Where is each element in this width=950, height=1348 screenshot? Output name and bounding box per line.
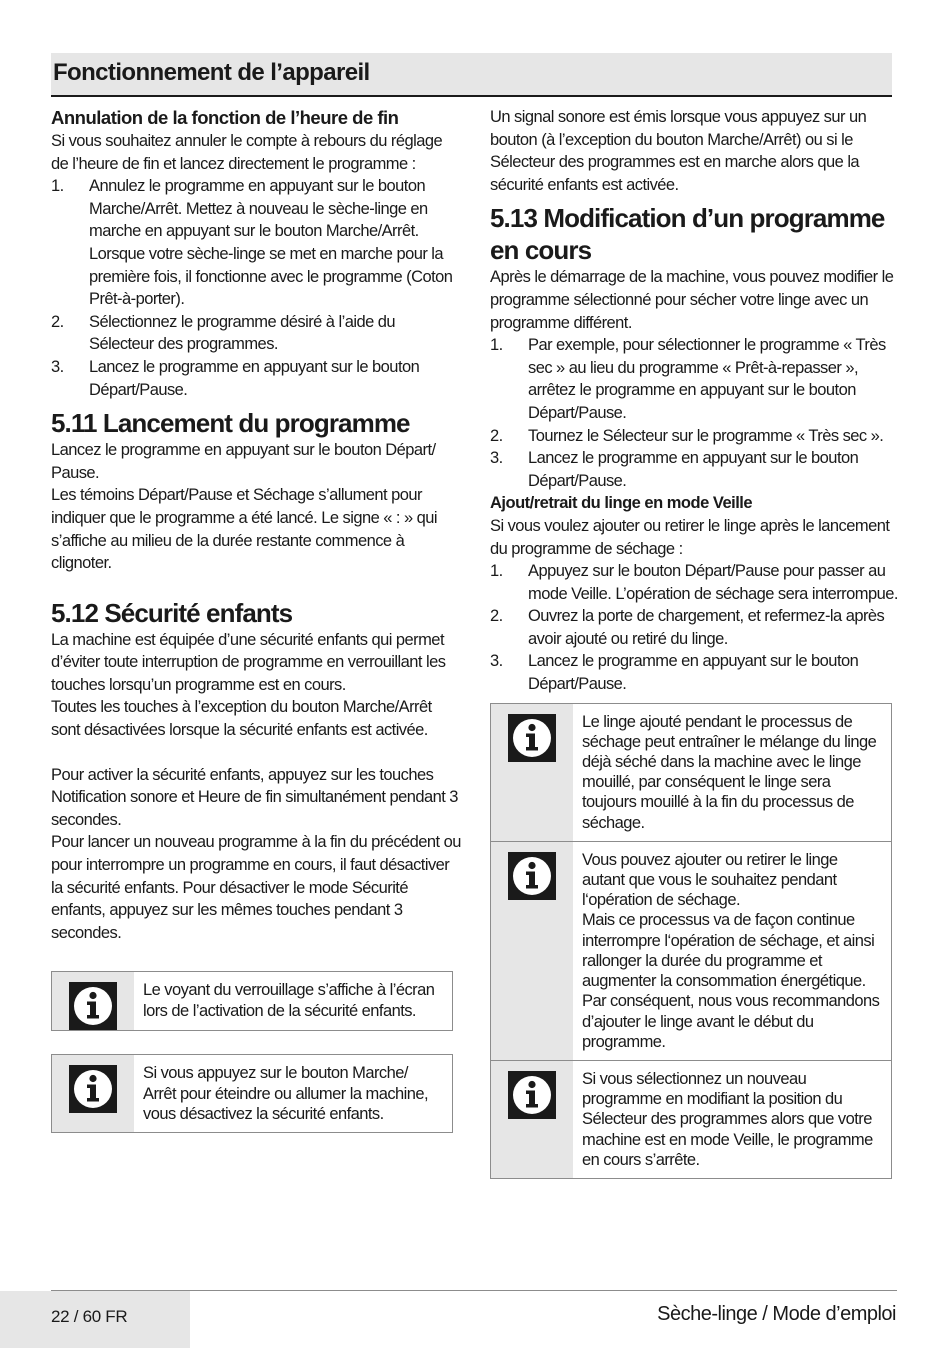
info-icon — [69, 1065, 117, 1113]
list-item — [490, 605, 900, 650]
step-text: Appuyez sur le bouton Départ/Pause pour passer au mode Veille. L’opération de séchage sera interrompue. — [528, 562, 898, 603]
section-512-paragraph: Pour activer la sécurité enfants, appuyez sur les touches Notification sonore et Heure de fin simultanément pendant 3 secondes. — [51, 765, 458, 829]
list-item — [51, 356, 463, 401]
section-511-paragraph: Les témoins Départ/Pause et Séchage s’allument pour indiquer que le programme a été lancé. Le signe « : » qui s’affiche au milieu de la durée restante commence à clignoter. — [51, 486, 438, 573]
step-number: 3. — [51, 357, 64, 376]
info-note-icon-cell — [491, 1061, 573, 1178]
info-note — [51, 1054, 453, 1133]
page-header — [51, 53, 892, 97]
step-text: Lancez le programme en appuyant sur le bouton Départ/Pause. — [528, 449, 859, 490]
info-note — [490, 703, 892, 842]
step-number: 2. — [490, 426, 503, 445]
step-text: Sélectionnez le programme désiré à l’aide du Sélecteur des programmes. — [89, 312, 395, 354]
info-icon — [508, 852, 556, 900]
info-note-text: Le voyant du verrouillage s’affiche à l’écran lors de l’activation de la sécurité enfants. — [143, 981, 435, 1020]
list-item — [490, 334, 900, 424]
section-512-heading: 5.12 Sécurité enfants — [51, 597, 293, 628]
section-513-heading: 5.13 Modification d’un programme en cours — [490, 203, 885, 266]
step-text: Tournez le Sélecteur sur le programme « Très sec ». — [528, 426, 884, 445]
document-title: Sèche-linge / Mode d’emploi — [657, 1303, 896, 1325]
info-note-icon-cell — [52, 1055, 134, 1132]
step-text: Lancez le programme en appuyant sur le bouton Départ/Pause. — [528, 652, 859, 694]
footer-divider — [51, 1290, 897, 1291]
list-item — [490, 447, 900, 492]
info-note-icon-cell — [491, 842, 573, 1060]
step-number: 3. — [490, 652, 503, 671]
info-note-icon-cell — [491, 704, 573, 841]
info-note — [51, 971, 453, 1031]
cancel-steps-list — [51, 175, 463, 401]
step-number: 3. — [490, 449, 503, 468]
info-note-text: Vous pouvez ajouter ou retirer le linge autant que vous le souhaitez pendant l‘opération de séchage. Mais ce processus va de façon continue interrompre l‘opération de séchage, et ainsi rallonger la durée du programme et augmenter la consommation énergétique. Par conséquent, nous vous recommandons d’ajouter le linge avant le début du programme. — [582, 850, 880, 1051]
section-512-paragraph: Toutes les touches à l’exception du bouton Marche/Arrêt sont désactivées lorsque la sécurité enfants est activée. — [51, 698, 432, 740]
info-note-icon-cell — [52, 972, 134, 1030]
info-note — [490, 842, 892, 1061]
section-512-paragraph: Pour lancer un nouveau programme à la fin du précédent ou pour interrompre un programme en cours, il faut désactiver la sécurité enfants. Pour désactiver le mode Sécurité enfants, appuyez sur les mêmes touches pendant 3 secondes. — [51, 833, 461, 942]
right-column — [490, 106, 900, 1179]
step-number: 2. — [490, 607, 503, 626]
list-item — [51, 175, 463, 311]
standby-steps-list — [490, 560, 900, 696]
left-column — [51, 106, 463, 1133]
standby-heading: Ajout/retrait du linge en mode Veille — [490, 494, 753, 513]
list-item — [490, 425, 900, 448]
page-number: 22 / 60 FR — [51, 1307, 128, 1326]
step-text: Ouvrez la porte de chargement, et refermez-la après avoir ajouté ou retiré du linge. — [528, 607, 885, 648]
info-note-text: Le linge ajouté pendant le processus de séchage peut entraîner le mélange du linge déjà séché dans la machine avec le linge mouillé, par conséquent le linge sera toujours mouillé à la fin du processus de séchage. — [582, 712, 877, 832]
step-number: 1. — [490, 562, 503, 581]
step-text: Par exemple, pour sélectionner le programme « Très sec » au lieu du programme « Prêt-à-repasser », arrêtez le programme en appuyant sur le bouton Départ/Pause. — [528, 336, 886, 422]
info-icon — [69, 982, 117, 1030]
list-item — [51, 311, 463, 356]
list-item — [490, 650, 900, 695]
info-note-stack — [490, 703, 892, 1179]
section-512-paragraph: La machine est équipée d’une sécurité enfants qui permet d’éviter toute interruption de programme en verrouillant les touches lorsqu’un programme est en cours. — [51, 630, 446, 694]
section-511-paragraph: Lancez le programme en appuyant sur le bouton Départ/ Pause. — [51, 441, 436, 482]
info-note-text: Si vous sélectionnez un nouveau programme en modifiant la position du Sélecteur des programmes alors que votre machine est en mode Veille, le programme en cours s’arrête. — [582, 1069, 873, 1169]
step-number: 2. — [51, 312, 64, 331]
info-icon — [508, 1071, 556, 1119]
step-text: Lancez le programme en appuyant sur le bouton Départ/Pause. — [89, 357, 420, 399]
child-lock-signal-paragraph: Un signal sonore est émis lorsque vous appuyez sur un bouton (à l’exception du bouton Marche/Arrêt) ou si le Sélecteur des programmes est en marche alors que la sécurité enfants est activée. — [490, 108, 867, 194]
list-item — [490, 560, 900, 605]
info-note — [490, 1061, 892, 1179]
change-program-steps-list — [490, 334, 900, 492]
section-511-heading: 5.11 Lancement du programme — [51, 408, 410, 439]
info-note-text: Si vous appuyez sur le bouton Marche/ Arrêt pour éteindre ou allumer la machine, vous désactivez la sécurité enfants. — [143, 1064, 429, 1123]
info-icon — [508, 714, 556, 762]
step-number: 1. — [51, 177, 64, 196]
cancel-end-time-heading: Annulation de la fonction de l’heure de fin — [51, 107, 399, 128]
page-title: Fonctionnement de l’appareil — [53, 59, 370, 86]
standby-intro: Si vous voulez ajouter ou retirer le linge après le lancement du programme de séchage : — [490, 516, 890, 558]
step-text: Annulez le programme en appuyant sur le bouton Marche/Arrêt. Mettez à nouveau le sèche-linge en marche en appuyant sur le bouton Marche/Arrêt. Lorsque votre sèche-linge se met en marche pour la première fois, il fonctionne avec le programme (Coton Prêt-à-porter). — [89, 177, 453, 309]
section-513-intro: Après le démarrage de la machine, vous pouvez modifier le programme sélectionné pour sécher votre linge avec un programme différent. — [490, 268, 894, 332]
cancel-end-time-intro: Si vous souhaitez annuler le compte à rebours du réglage de l’heure de fin et lancez directement le programme : — [51, 132, 443, 173]
step-number: 1. — [490, 336, 503, 355]
